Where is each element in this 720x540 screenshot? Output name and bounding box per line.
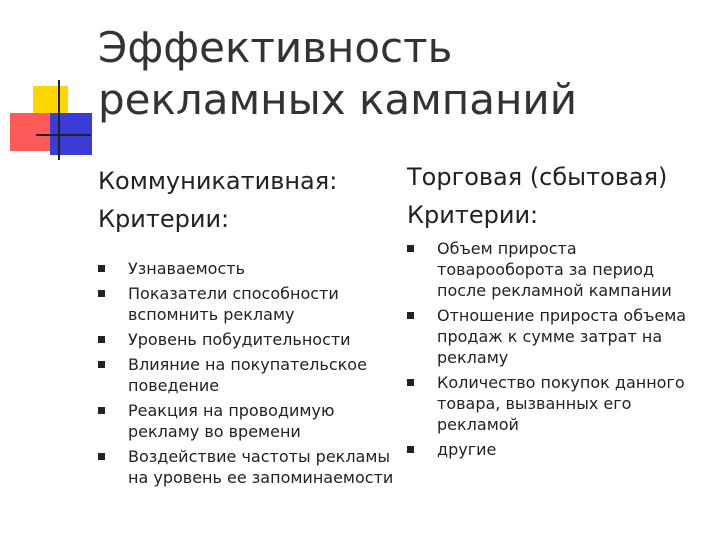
list-item [407, 372, 707, 435]
decor-vertical-line [58, 80, 60, 160]
square-bullet-icon [98, 336, 105, 343]
decor-horizontal-line [36, 134, 91, 136]
list-item-text: Показатели способности вспомнить рекламу [128, 284, 339, 324]
list-item [407, 305, 707, 368]
square-bullet-icon [407, 446, 414, 453]
list-item [98, 354, 398, 396]
list-item-text: Объем прироста товарооборота за период после рекламной кампании [437, 239, 672, 300]
list-item-text: Количество покупок данного товара, вызванных его рекламой [437, 373, 685, 434]
column-heading [98, 162, 398, 238]
list-item-text: Воздействие частоты рекламы на уровень ее запоминаемости [128, 447, 394, 487]
criteria-list [407, 238, 707, 460]
list-item-text: Реакция на проводимую рекламу во времени [128, 401, 335, 441]
sales-column [407, 158, 707, 464]
list-item [407, 439, 707, 460]
square-bullet-icon [98, 453, 105, 460]
communicative-column [98, 162, 398, 492]
square-bullet-icon [98, 265, 105, 272]
list-item-text: Уровень побудительности [128, 330, 351, 349]
square-bullet-icon [98, 290, 105, 297]
slide-title: Эффективность рекламных кампаний [98, 23, 578, 124]
square-bullet-icon [407, 312, 414, 319]
list-item [98, 258, 398, 279]
list-item-text: Отношение прироста объема продаж к сумме затрат на рекламу [437, 306, 687, 367]
heading-line: Коммуникативная: [98, 167, 338, 195]
square-bullet-icon [98, 361, 105, 368]
list-item-text: Узнаваемость [128, 259, 246, 278]
criteria-list [98, 258, 398, 488]
heading-line: Критерии: [407, 201, 539, 229]
list-item [98, 329, 398, 350]
square-bullet-icon [407, 379, 414, 386]
heading-line: Торговая (сбытовая) [407, 163, 668, 191]
list-item-text: другие [437, 440, 497, 459]
list-item [98, 400, 398, 442]
list-item-text: Влияние на покупательское поведение [128, 355, 367, 395]
square-bullet-icon [98, 407, 105, 414]
square-bullet-icon [407, 245, 414, 252]
list-item [407, 238, 707, 301]
decor-red-square [10, 113, 52, 151]
column-heading [407, 158, 707, 234]
list-item [98, 283, 398, 325]
list-item [98, 446, 398, 488]
heading-line: Критерии: [98, 205, 230, 233]
